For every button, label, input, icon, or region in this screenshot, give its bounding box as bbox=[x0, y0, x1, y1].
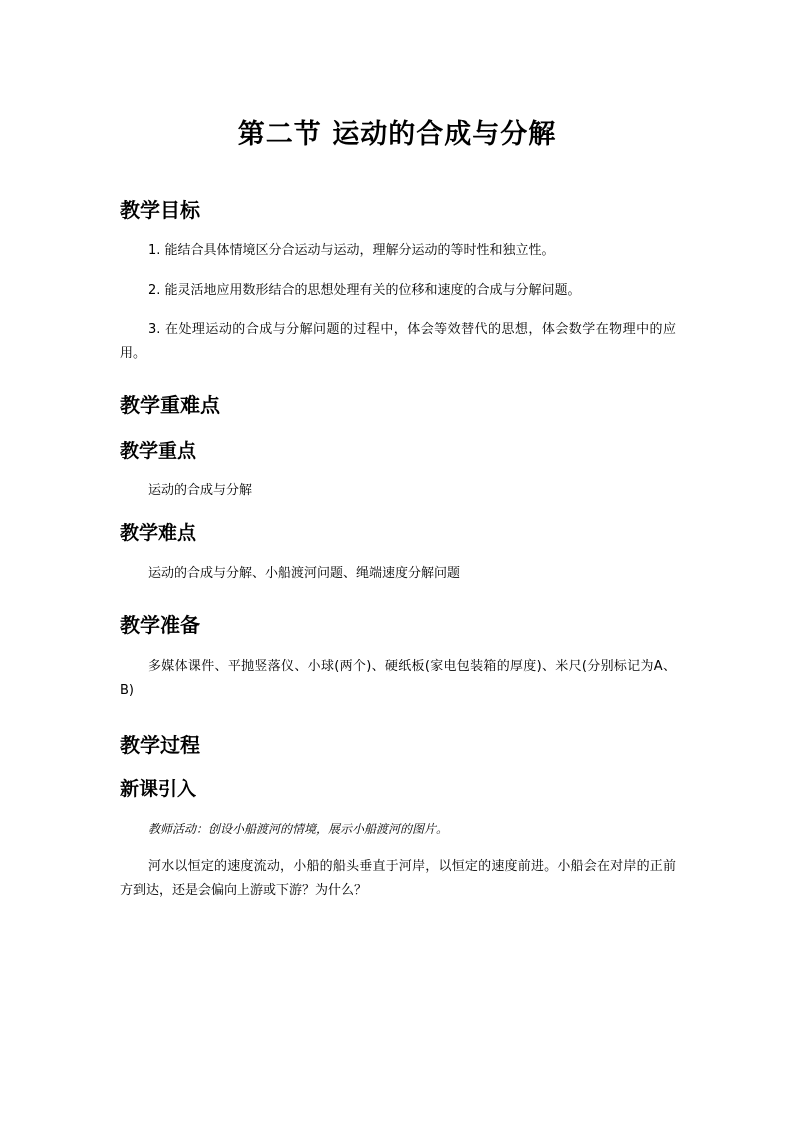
page-title: 第二节 运动的合成与分解 bbox=[237, 119, 557, 150]
teacher-activity-note: 教师活动：创设小船渡河的情境，展示小船渡河的图片。 bbox=[148, 822, 449, 836]
preparation-text: 多媒体课件、平抛竖落仪、小球(两个)、硬纸板(家电包装箱的厚度)、米尺(分别标记为A、B) bbox=[120, 659, 676, 698]
heading-objectives: 教学目标 bbox=[120, 198, 200, 222]
objective-item-3: 3. 在处理运动的合成与分解问题的过程中，体会等效替代的思想，体会数学在物理中的应用。 bbox=[120, 322, 676, 361]
heading-preparation: 教学准备 bbox=[120, 613, 200, 637]
key-points-text: 运动的合成与分解 bbox=[148, 483, 253, 498]
heading-key-points: 教学重点 bbox=[120, 440, 197, 462]
intro-text: 河水以恒定的速度流动，小船的船头垂直于河岸，以恒定的速度前进。小船会在对岸的正前方到达，还是会偏向上游或下游？为什么？ bbox=[120, 859, 676, 898]
objective-item-2: 2. 能灵活地应用数形结合的思想处理有关的位移和速度的合成与分解问题。 bbox=[148, 283, 581, 298]
heading-process: 教学过程 bbox=[120, 733, 200, 757]
heading-difficult-points: 教学难点 bbox=[120, 522, 197, 544]
objective-item-1: 1. 能结合具体情境区分合运动与运动，理解分运动的等时性和独立性。 bbox=[148, 243, 555, 258]
heading-intro: 新课引入 bbox=[120, 778, 197, 800]
heading-key-difficult: 教学重难点 bbox=[120, 393, 220, 417]
difficult-points-text: 运动的合成与分解、小船渡河问题、绳端速度分解问题 bbox=[148, 566, 461, 581]
